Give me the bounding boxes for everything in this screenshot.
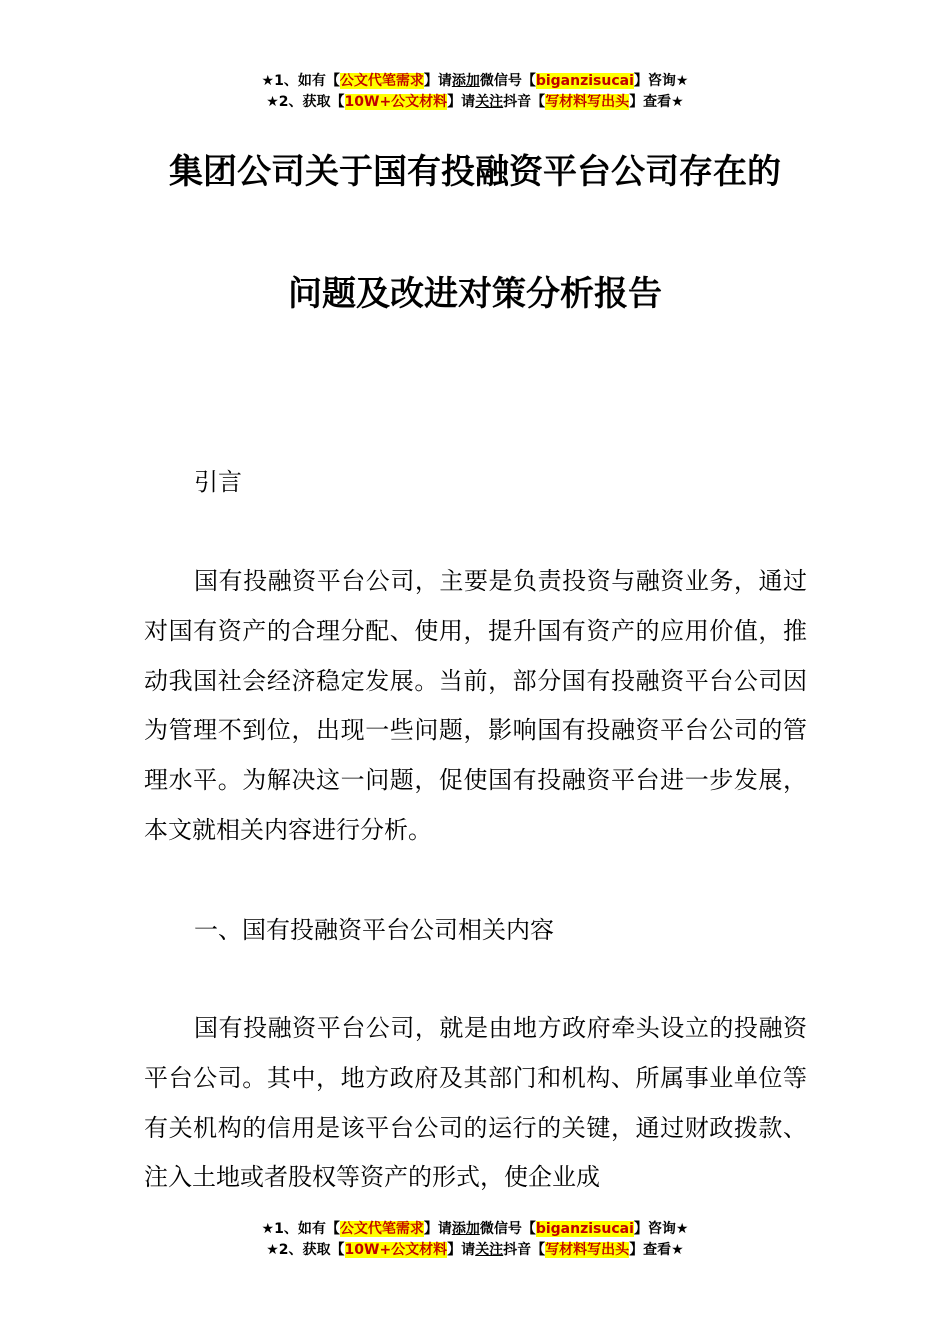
document-title-line-2: 问题及改进对策分析报告 [288,274,662,314]
intro-heading: 引言 [194,468,242,496]
banner-wechat-id: biganzisucai [535,1221,634,1237]
banner-douyin-id: 写材料写出头 [545,1242,630,1258]
banner-line-1: ★1、如有【公文代笔需求】请添加微信号【biganzisucai】咨询★ [261,73,689,89]
banner-highlight: 公文代笔需求 [339,1221,424,1237]
banner-highlight: 公文代笔需求 [339,73,424,89]
banner-line-2: ★2、获取【10W+公文材料】请关注抖音【写材料写出头】查看★ [266,1242,684,1258]
banner-wechat-id: biganzisucai [535,73,634,89]
section-1-heading: 一、国有投融资平台公司相关内容 [194,916,554,944]
header-banner [0,71,950,113]
banner-line-2: ★2、获取【10W+公文材料】请关注抖音【写材料写出头】查看★ [266,94,684,110]
banner-highlight: 10W+公文材料 [344,94,448,110]
banner-line-1: ★1、如有【公文代笔需求】请添加微信号【biganzisucai】咨询★ [261,1221,689,1237]
section-1-paragraph: 国有投融资平台公司，就是由地方政府牵头设立的投融资平台公司。其中，地方政府及其部门和机构、所属事业单位等有关机构的信用是该平台公司的运行的关键，通过财政拨款、注入土地或者股权等资产的形式，使企业成 [144,1014,807,1192]
banner-highlight: 10W+公文材料 [344,1242,448,1258]
document-title-line-1: 集团公司关于国有投融资平台公司存在的 [169,152,781,192]
footer-banner [0,1219,950,1261]
banner-douyin-id: 写材料写出头 [545,94,630,110]
intro-paragraph: 国有投融资平台公司，主要是负责投资与融资业务，通过对国有资产的合理分配、使用，提升国有资产的应用价值，推动我国社会经济稳定发展。当前，部分国有投融资平台公司因为管理不到位，出现一些问题，影响国有投融资平台公司的管理水平。为解决这一问题，促使国有投融资平台进一步发展，本文就相关内容进行分析。 [144,567,807,844]
